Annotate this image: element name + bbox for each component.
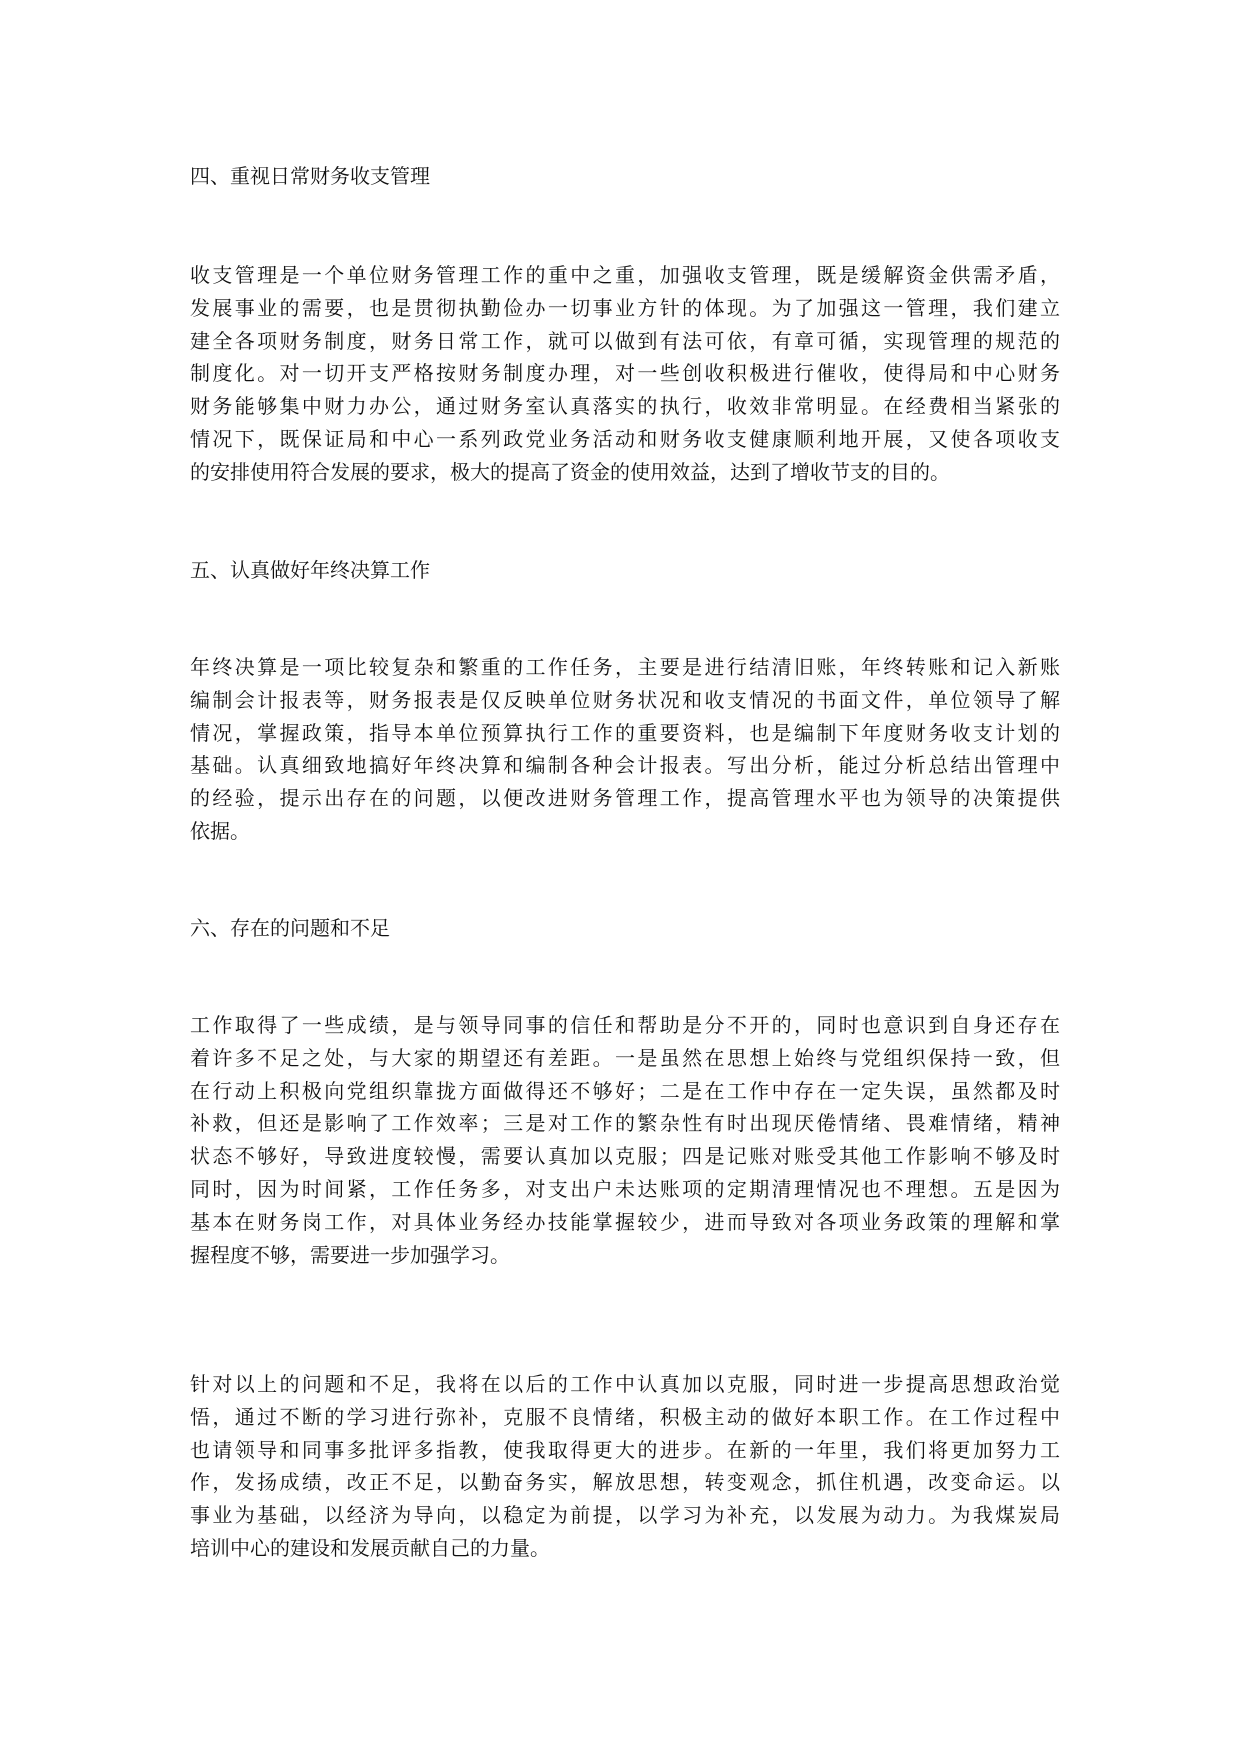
text-line: 编制会计报表等，财务报表是仅反映单位财务状况和收支情况的书面文件，单位领导了解 [190, 687, 1060, 712]
text-line: 作，发扬成绩，改正不足，以勤奋务实，解放思想，转变观念，抓住机遇，改变命运。以 [190, 1470, 1060, 1495]
text-line: 握程度不够，需要进一步加强学习。 [190, 1242, 510, 1267]
text-line: 情况下，既保证局和中心一系列政党业务活动和财务收支健康顺利地开展，又使各项收支 [190, 426, 1060, 451]
section-heading-5: 五、认真做好年终决算工作 [190, 558, 430, 582]
text-line: 基本在财务岗工作，对具体业务经办技能掌握较少，进而导致对各项业务政策的理解和掌 [190, 1209, 1060, 1234]
paragraph-year-end-accounts [190, 651, 1060, 848]
text-line: 财务能够集中财力办公，通过财务室认真落实的执行，收效非常明显。在经费相当紧张的 [190, 394, 1060, 419]
paragraph-problems-shortcomings [190, 1009, 1060, 1271]
paragraph-income-expense-management [190, 259, 1060, 489]
text-line: 依据。 [190, 818, 250, 843]
text-line: 培训中心的建设和发展贡献自己的力量。 [190, 1535, 550, 1560]
text-line: 事业为基础，以经济为导向，以稳定为前提，以学习为补充，以发展为动力。为我煤炭局 [190, 1503, 1060, 1528]
text-line: 补救，但还是影响了工作效率；三是对工作的繁杂性有时出现厌倦情绪、畏难情绪，精神 [190, 1111, 1060, 1136]
text-line: 情况，掌握政策，指导本单位预算执行工作的重要资料，也是编制下年度财务收支计划的 [190, 720, 1060, 745]
section-heading-4: 四、重视日常财务收支管理 [190, 164, 430, 188]
text-line: 基础。认真细致地搞好年终决算和编制各种会计报表。写出分析，能过分析总结出管理中 [190, 753, 1060, 778]
text-line: 状态不够好，导致进度较慢，需要认真加以克服；四是记账对账受其他工作影响不够及时 [190, 1144, 1060, 1169]
text-line: 发展事业的需要，也是贯彻执勤俭办一切事业方针的体现。为了加强这一管理，我们建立 [190, 295, 1060, 320]
section-heading-6: 六、存在的问题和不足 [190, 916, 390, 940]
text-line: 制度化。对一切开支严格按财务制度办理，对一些创收积极进行催收，使得局和中心财务 [190, 361, 1060, 386]
text-line: 的安排使用符合发展的要求，极大的提高了资金的使用效益，达到了增收节支的目的。 [190, 459, 950, 484]
text-line: 在行动上积极向党组织靠拢方面做得还不够好；二是在工作中存在一定失误，虽然都及时 [190, 1078, 1060, 1103]
text-line: 同时，因为时间紧，工作任务多，对支出户未达账项的定期清理情况也不理想。五是因为 [190, 1176, 1060, 1201]
text-line: 年终决算是一项比较复杂和繁重的工作任务，主要是进行结清旧账，年终转账和记入新账 [190, 655, 1060, 679]
paragraph-improvement-plan [190, 1368, 1060, 1565]
text-line: 针对以上的问题和不足，我将在以后的工作中认真加以克服，同时进一步提高思想政治觉 [190, 1372, 1060, 1396]
text-line: 工作取得了一些成绩，是与领导同事的信任和帮助是分不开的，同时也意识到自身还存在 [190, 1013, 1060, 1037]
text-line: 收支管理是一个单位财务管理工作的重中之重，加强收支管理，既是缓解资金供需矛盾， [190, 263, 1060, 287]
text-line: 的经验，提示出存在的问题，以便改进财务管理工作，提高管理水平也为领导的决策提供 [190, 786, 1060, 811]
text-line: 建全各项财务制度，财务日常工作，就可以做到有法可依，有章可循，实现管理的规范的 [190, 328, 1060, 353]
text-line: 着许多不足之处，与大家的期望还有差距。一是虽然在思想上始终与党组织保持一致，但 [190, 1045, 1060, 1070]
text-line: 悟，通过不断的学习进行弥补，克服不良情绪，积极主动的做好本职工作。在工作过程中 [190, 1404, 1060, 1429]
text-line: 也请领导和同事多批评多指教，使我取得更大的进步。在新的一年里，我们将更加努力工 [190, 1437, 1060, 1462]
